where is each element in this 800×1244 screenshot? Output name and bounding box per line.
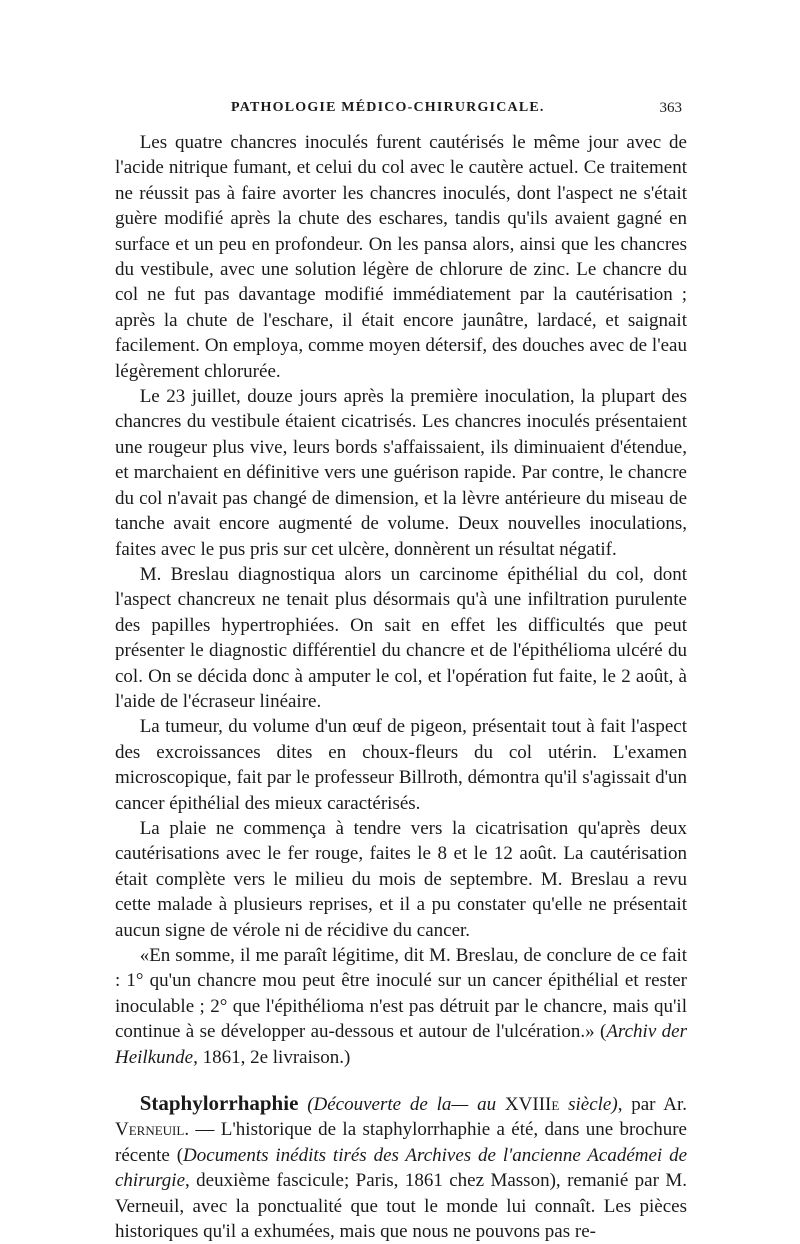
section-century: XVIIIe bbox=[496, 1094, 569, 1116]
running-title: PATHOLOGIE MÉDICO-CHIRURGICALE. bbox=[231, 100, 545, 115]
quote-tail: 1861, 2e livraison.) bbox=[197, 1046, 351, 1068]
paragraph-2: Le 23 juillet, douze jours après la première inoculation, la plupart des chancres du vestibule étaient cicatrisés. Les chancres inoculés présentaient une rougeur plus vive, leurs bords s'affaissaient, ils diminuaient d'étendue, et marchaient en définitive vers une guérison rapide. Par contre, le chancre du col n'avait pas changé de dimension, et la lèvre antérieure du miseau de tanche avait encore augmenté de volume. Deux nouvelles inoculations, faites avec le pus pris sur cet ulcère, donnèrent un résultat négatif. bbox=[115, 386, 687, 560]
section-author: Verneuil. bbox=[115, 1119, 190, 1141]
paragraph-4: La tumeur, du volume d'un œuf de pigeon, présentait tout à fait l'aspect des excroissances dites en choux-fleurs du col utérin. L'examen microscopique, fait par le professeur Billroth, démontra qu'il s'agissait d'un cancer épithélial des mieux caractérisés. bbox=[115, 716, 687, 814]
paragraph-5: La plaie ne commença à tendre vers la cicatrisation qu'après deux cautérisations avec le fer rouge, faites le 8 et le 12 août. La cautérisation était complète vers le milieu du mois de septembre. M. Breslau a revu cette malade à plusieurs reprises, et il a pu constater qu'elle ne présentait aucun signe de vérole ni de récidive du cancer. bbox=[115, 817, 687, 941]
section-text-a: — L'historique de la staphylorrhaphie a été, dans une brochure récente ( bbox=[115, 1119, 687, 1166]
section-source: Documents inédits tirés des Archives de l'ancienne Académei de chirurgie bbox=[115, 1144, 688, 1192]
page-header bbox=[115, 100, 682, 124]
paragraph-1: Les quatre chancres inoculés furent cautérisés le même jour avec de l'acide nitrique fumant, et celui du col avec le cautère actuel. Ce traitement ne réussit pas à faire avorter les chancres inoculés, dont l'aspect ne s'était guère modifié après la chute des eschares, tandis qu'ils avaient gagné en surface et un peu en profondeur. On les pansa alors, ainsi que les chancres du vestibule, avec une solution légère de chlorure de zinc. Le chancre du col ne fut pas davantage modifié immédiatement par la cautérisation ; après la chute de l'eschare, il était encore jaunâtre, lardacé, et saignait facilement. On employa, comme moyen détersif, des douches avec de l'eau légèrement chlorurée. bbox=[115, 132, 687, 382]
section-staphylorrhaphie bbox=[115, 1091, 687, 1244]
section-text-b: , deuxième fascicule; Paris, 1861 chez Masson), remanié par M. Verneuil, avec la ponctualité que tout le monde lui connaît. Les pièces historiques qu'il a exhumées, mais que nous ne pouvons pas re- bbox=[115, 1170, 687, 1243]
body-text bbox=[115, 130, 687, 1244]
page-number: 363 bbox=[659, 100, 682, 116]
section-subtitle: (Découverte de la— au bbox=[307, 1094, 497, 1116]
section-by: , par Ar. bbox=[617, 1094, 688, 1116]
section-subtitle-end: siècle) bbox=[568, 1094, 618, 1116]
paragraph-6-quote bbox=[115, 943, 687, 1070]
paragraph-3: M. Breslau diagnostiqua alors un carcinome épithélial du col, dont l'aspect chancreux ne tenait plus désormais qu'à une infiltration purulente des papilles hypertrophiées. On sait en effet les difficultés que peut présenter le diagnostic différentiel du chancre et de l'épithélioma ulcéré du col. On se décida donc à amputer le col, et l'opération fut faite, le 2 août, à l'aide de l'écraseur linéaire. bbox=[115, 563, 687, 712]
quote-text: «En somme, il me paraît légitime, dit M. Breslau, de conclure de ce fait : 1° qu'un chancre mou peut être inoculé sur un cancer épithélial et rester inoculable ; 2° que l'épithélioma n'est pas détruit par le chancre, mais qu'il continue à se développer au-dessous et autour de l'ulcération.» ( bbox=[115, 945, 687, 1043]
quote-source: Archiv der Heilkunde, bbox=[115, 1021, 687, 1068]
section-title: Staphylorrhaphie bbox=[139, 1091, 299, 1116]
